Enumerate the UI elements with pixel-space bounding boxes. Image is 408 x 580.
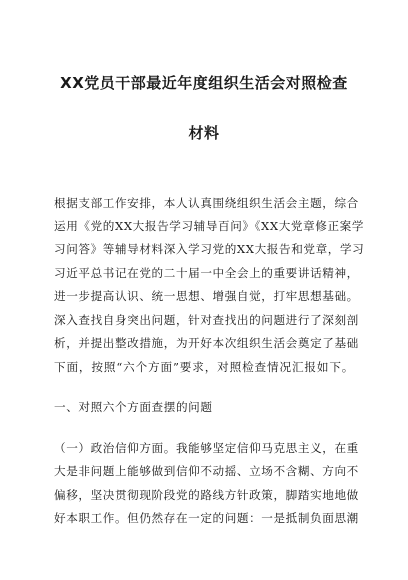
body-line: 习近平总书记在党的二十届一中全会上的重要讲话精神，	[54, 266, 359, 280]
body-line: 运用《党的XX大报告学习辅导百问》《XX大党章修正案学	[54, 219, 365, 233]
body-line: 偏移，坚决贯彻现阶段党的路线方针政策，脚踏实地地做	[54, 488, 359, 502]
body-line: 进一步提高认识、统一思想、增强自觉，打牢思想基础。	[54, 289, 359, 303]
body-line: 习问答》等辅导材料深入学习党的XX大报告和党章，学习	[54, 242, 365, 256]
document-title-line-1: XX党员干部最近年度组织生活会对照检查	[60, 74, 348, 92]
body-line: 大是非问题上能够做到信仰不动摇、立场不含糊、方向不	[54, 464, 359, 478]
body-line: 根据支部工作安排，本人认真围绕组织生活会主题，综合	[54, 196, 359, 210]
body-line: 好本职工作。但仍然存在一定的问题：一是抵制负面思潮	[54, 511, 359, 525]
section-heading: 一、对照六个方面查摆的问题	[54, 400, 213, 414]
body-line: 下面，按照“六个方面”要求，对照检查情况汇报如下。	[54, 360, 354, 374]
body-line: 析，并提出整改措施，为开好本次组织生活会奠定了基础	[54, 336, 359, 350]
document-title-line-2: 材料	[188, 124, 220, 142]
body-line: 深入查找自身突出问题，针对查找出的问题进行了深刻剖	[54, 313, 359, 327]
body-line: （一）政治信仰方面。我能够坚定信仰马克思主义，在重	[54, 441, 359, 455]
